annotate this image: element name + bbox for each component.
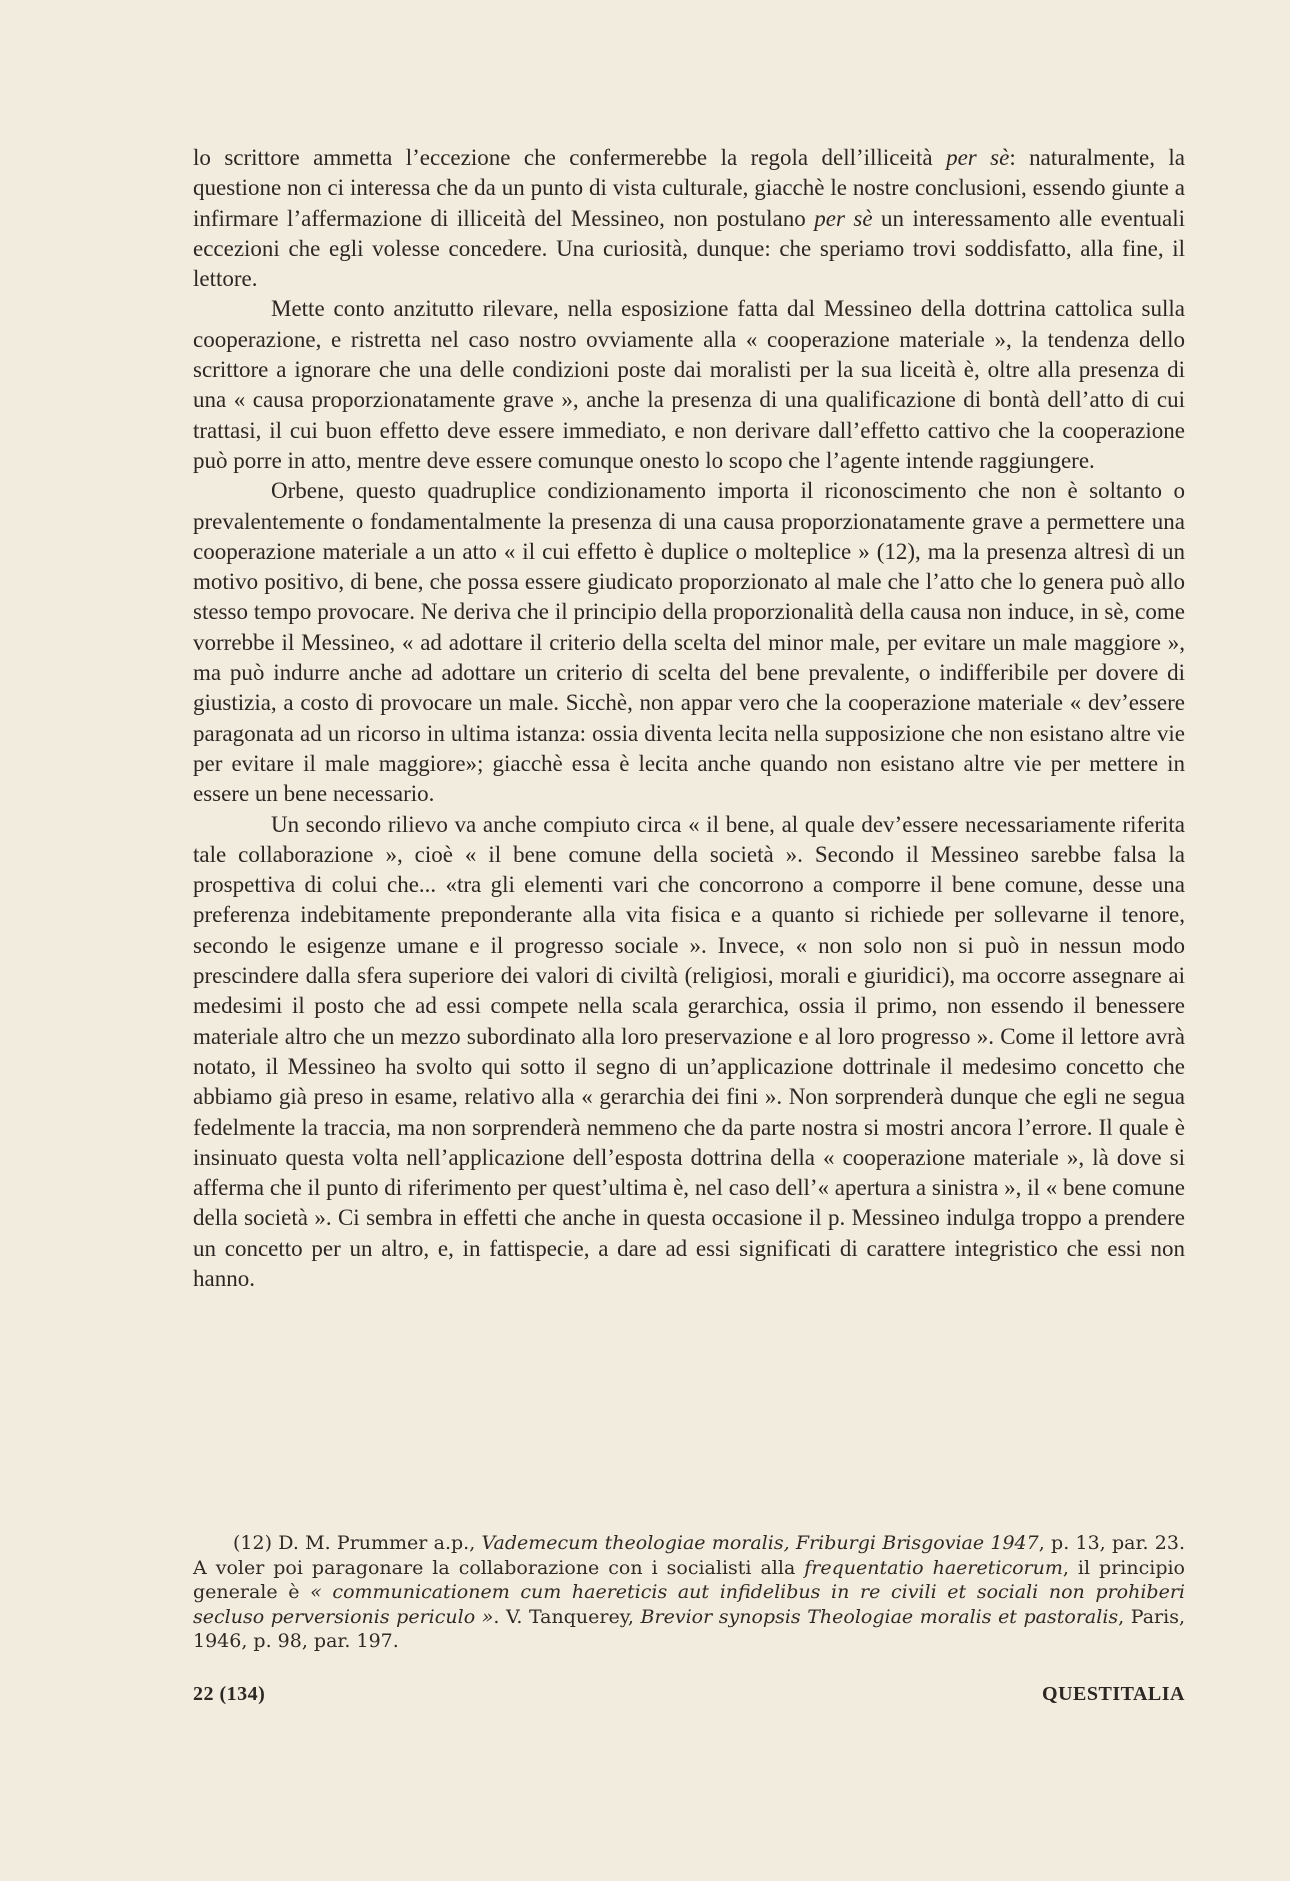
body-text [193,143,1185,1294]
footnote-12: (12) D. M. Prummer a.p., Vademecum theologiae moralis, Friburgi Brisgoviae 1947, p. 13, par. 23. A voler poi paragonare la collaborazione con i socialisti alla frequentatio haereticorum, il principio generale è « communicationem cum haereticis aut infidelibus in re civili et sociali non prohiberi secluso perversionis periculo ». V. Tanquerey, Brevior synopsis Theologiae moralis et pastoralis, Paris, 1946, p. 98, par. 197. [193,1532,1186,1653]
paragraph: Mette conto anzitutto rilevare, nella esposizione fatta dal Messineo della dottrina cattolica sulla cooperazione, e ristretta nel caso nostro ovviamente alla « cooperazione materiale », la tendenza dello scrittore a ignorare che una delle condizioni poste dai moralisti per la sua liceità è, oltre alla presenza di una « causa proporzionatamente grave », anche la presenza di una qualificazione di bontà dell’atto di cui trattasi, il cui buon effetto deve essere immediato, e non derivare dall’effetto cattivo che la cooperazione può porre in atto, mentre deve essere comunque onesto lo scopo che l’agente intende raggiungere. [193,296,1185,473]
page-footer [193,1683,1185,1706]
paragraph: Orbene, questo quadruplice condizionamento importa il riconoscimento che non è soltanto o prevalentemente o fondamentalmente la presenza di una causa proporzionatamente grave a permettere una cooperazione materiale a un atto « il cui effetto è duplice o molteplice » (12), ma la presenza altresì di un motivo positivo, di bene, che possa essere giudicato proporzionato al male che l’atto che lo genera può allo stesso tempo provocare. Ne deriva che il principio della proporzionalità della causa non induce, in sè, come vorrebbe il Messineo, « ad adottare il criterio della scelta del minor male, per evitare un male maggiore », ma può indurre anche ad adottare un criterio di scelta del bene prevalente, o indifferibile per dovere di giustizia, a costo di provocare un male. Sicchè, non appar vero che la cooperazione materiale « dev’essere paragonata ad un ricorso in ultima istanza: ossia diventa lecita nella supposizione che non esistano altre vie per evitare il male maggiore»; giacchè essa è lecita anche quando non esistano altre vie per mettere in essere un bene necessario. [193,478,1185,807]
journal-name: QUESTITALIA [1042,1683,1185,1705]
page-number: 22 (134) [193,1683,266,1705]
paragraph-continued: lo scrittore ammetta l’eccezione che confermerebbe la regola dell’illiceità per sè: naturalmente, la questione non ci interessa che da un punto di vista culturale, giacchè le nostre conclusioni, essendo giunte a infirmare l’affermazione di illiceità del Messineo, non postulano per sè un interessamento alle eventuali eccezioni che egli volesse concedere. Una curiosità, dunque: che speriamo trovi soddisfatto, alla fine, il lettore. [193,145,1185,292]
paragraph: Un secondo rilievo va anche compiuto circa « il bene, al quale dev’essere necessariamente riferita tale collaborazione », cioè « il bene comune della società ». Secondo il Messineo sarebbe falsa la prospettiva di colui che... «tra gli elementi vari che concorrono a comporre il bene comune, desse una preferenza indebitamente preponderante alla vita fisica e a quanto si richiede per sollevarne il tenore, secondo le esigenze umane e il progresso sociale ». Invece, « non solo non si può in nessun modo prescindere dalla sfera superiore dei valori di civiltà (religiosi, morali e giuridici), ma occorre assegnare ai medesimi il posto che ad essi compete nella scala gerarchica, ossia il primo, non essendo il benessere materiale altro che un mezzo subordinato alla loro preservazione e al loro progresso ». Come il lettore avrà notato, il Messineo ha svolto qui sotto il segno di un’applicazione dottrinale il medesimo concetto che abbiamo già preso in esame, relativo alla « gerarchia dei fini ». Non sorprenderà dunque che egli ne segua fedelmente la traccia, ma non sorprenderà nemmeno che da parte nostra si mostri ancora l’errore. Il quale è insinuato questa volta nell’applicazione dell’esposta dottrina della « cooperazione materiale », là dove si afferma che il punto di riferimento per quest’ultima è, nel caso dell’« apertura a sinistra », il « bene comune della società ». Ci sembra in effetti che anche in questa occasione il p. Messineo indulga troppo a prendere un concetto per un altro, e, in fattispecie, a dare ad essi significati di carattere integristico che essi non hanno. [193,811,1185,1291]
